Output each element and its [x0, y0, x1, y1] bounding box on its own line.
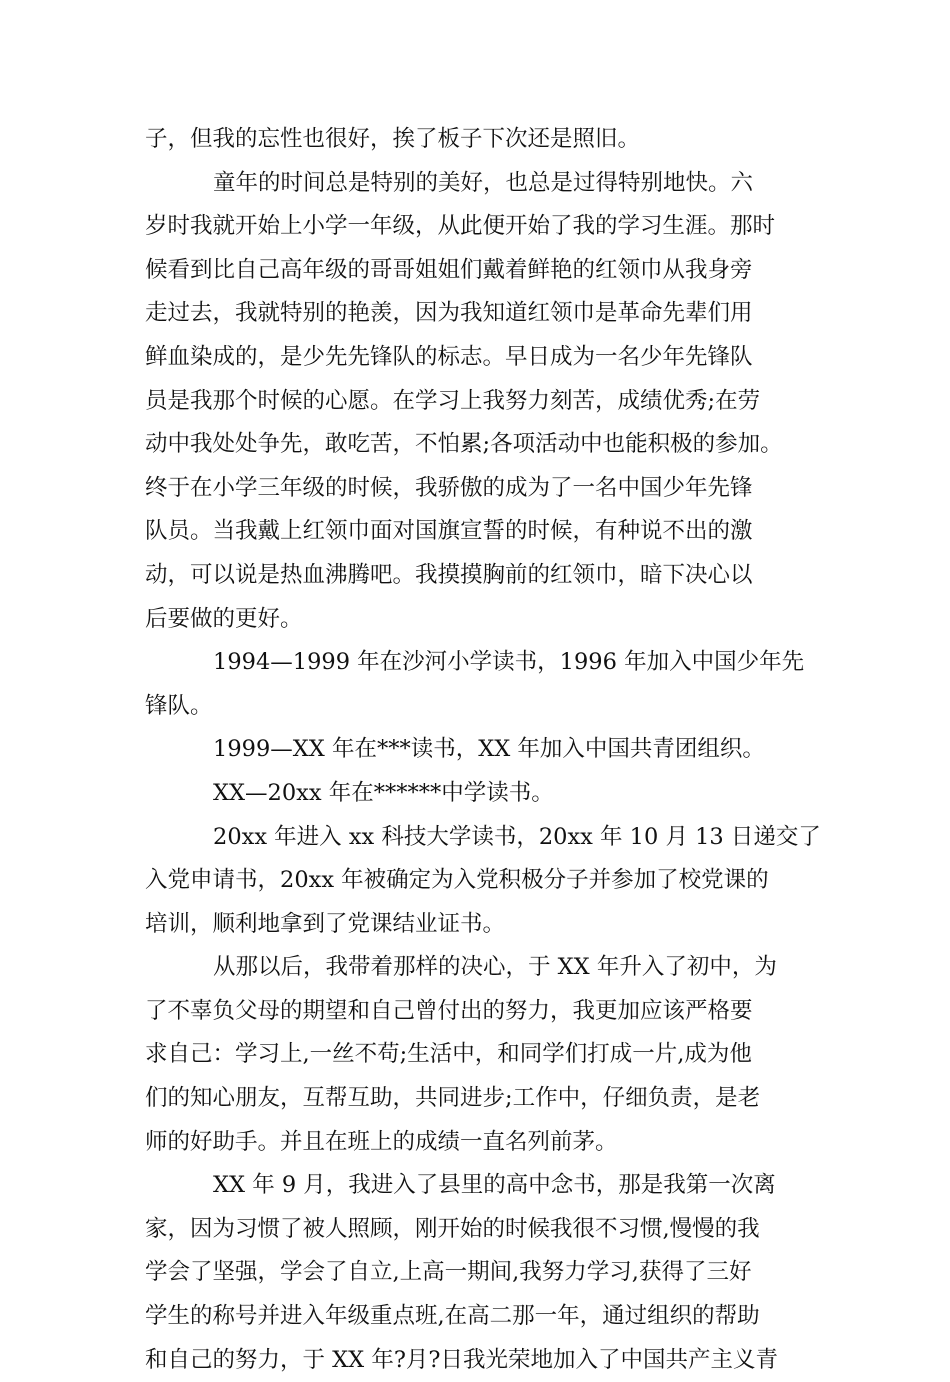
text-line: 队员。当我戴上红领巾面对国旗宣誓的时候，有种说不出的激 — [145, 518, 753, 545]
document-body — [145, 118, 825, 1382]
text-line: XX 年 9 月，我进入了县里的高中念书，那是我第一次离 — [213, 1172, 776, 1199]
text-line: 候看到比自己高年级的哥哥姐姐们戴着鲜艳的红领巾从我身旁 — [145, 256, 753, 283]
text-line: 从那以后，我带着那样的决心，于 XX 年升入了初中，为 — [213, 954, 777, 981]
text-line: XX—20xx 年在******中学读书。 — [213, 779, 554, 806]
text-line: 了不辜负父母的期望和自己曾付出的努力，我更加应该严格要 — [145, 997, 753, 1024]
text-line: 1994—1999 年在沙河小学读书，1996 年加入中国少年先 — [213, 649, 805, 676]
text-line: 后要做的更好。 — [145, 605, 303, 632]
text-line: 童年的时间总是特别的美好，也总是过得特别地快。六 — [213, 169, 754, 196]
text-line: 员是我那个时候的心愿。在学习上我努力刻苦，成绩优秀;在劳 — [145, 387, 761, 414]
text-line: 鲜血染成的，是少先先锋队的标志。早日成为一名少年先锋队 — [145, 343, 753, 370]
text-line: 动中我处处争先，敢吃苦，不怕累;各项活动中也能积极的参加。 — [145, 431, 783, 458]
text-line: 学会了坚强，学会了自立,上高一期间,我努力学习,获得了三好 — [145, 1259, 752, 1286]
text-line: 走过去，我就特别的艳羡，因为我知道红领巾是革命先辈们用 — [145, 300, 753, 327]
text-line: 入党申请书，20xx 年被确定为入党积极分子并参加了校党课的 — [145, 867, 769, 894]
text-line: 求自己：学习上,一丝不苟;生活中，和同学们打成一片,成为他 — [145, 1041, 752, 1068]
text-line: 锋队。 — [145, 692, 213, 719]
text-line: 家，因为习惯了被人照顾，刚开始的时候我很不习惯,慢慢的我 — [145, 1215, 760, 1242]
text-line: 子，但我的忘性也很好，挨了板子下次还是照旧。 — [145, 126, 641, 152]
text-line: 培训，顺利地拿到了党课结业证书。 — [145, 910, 506, 937]
text-line: 师的好助手。并且在班上的成绩一直名列前茅。 — [145, 1128, 618, 1155]
text-line: 和自己的努力，于 XX 年?月?日我光荣地加入了中国共产主义青 — [145, 1346, 778, 1373]
text-line: 1999—XX 年在***读书，XX 年加入中国共青团组织。 — [213, 736, 765, 763]
text-line: 动，可以说是热血沸腾吧。我摸摸胸前的红领巾，暗下决心以 — [145, 561, 753, 588]
text-line: 岁时我就开始上小学一年级，从此便开始了我的学习生涯。那时 — [145, 213, 776, 240]
text-line: 们的知心朋友，互帮互助，共同进步;工作中，仔细负责，是老 — [145, 1085, 761, 1112]
text-line: 学生的称号并进入年级重点班,在高二那一年，通过组织的帮助 — [145, 1303, 760, 1330]
text-line: 终于在小学三年级的时候，我骄傲的成为了一名中国少年先锋 — [145, 474, 753, 501]
text-line: 20xx 年进入 xx 科技大学读书，20xx 年 10 月 13 日递交了 — [213, 823, 821, 850]
